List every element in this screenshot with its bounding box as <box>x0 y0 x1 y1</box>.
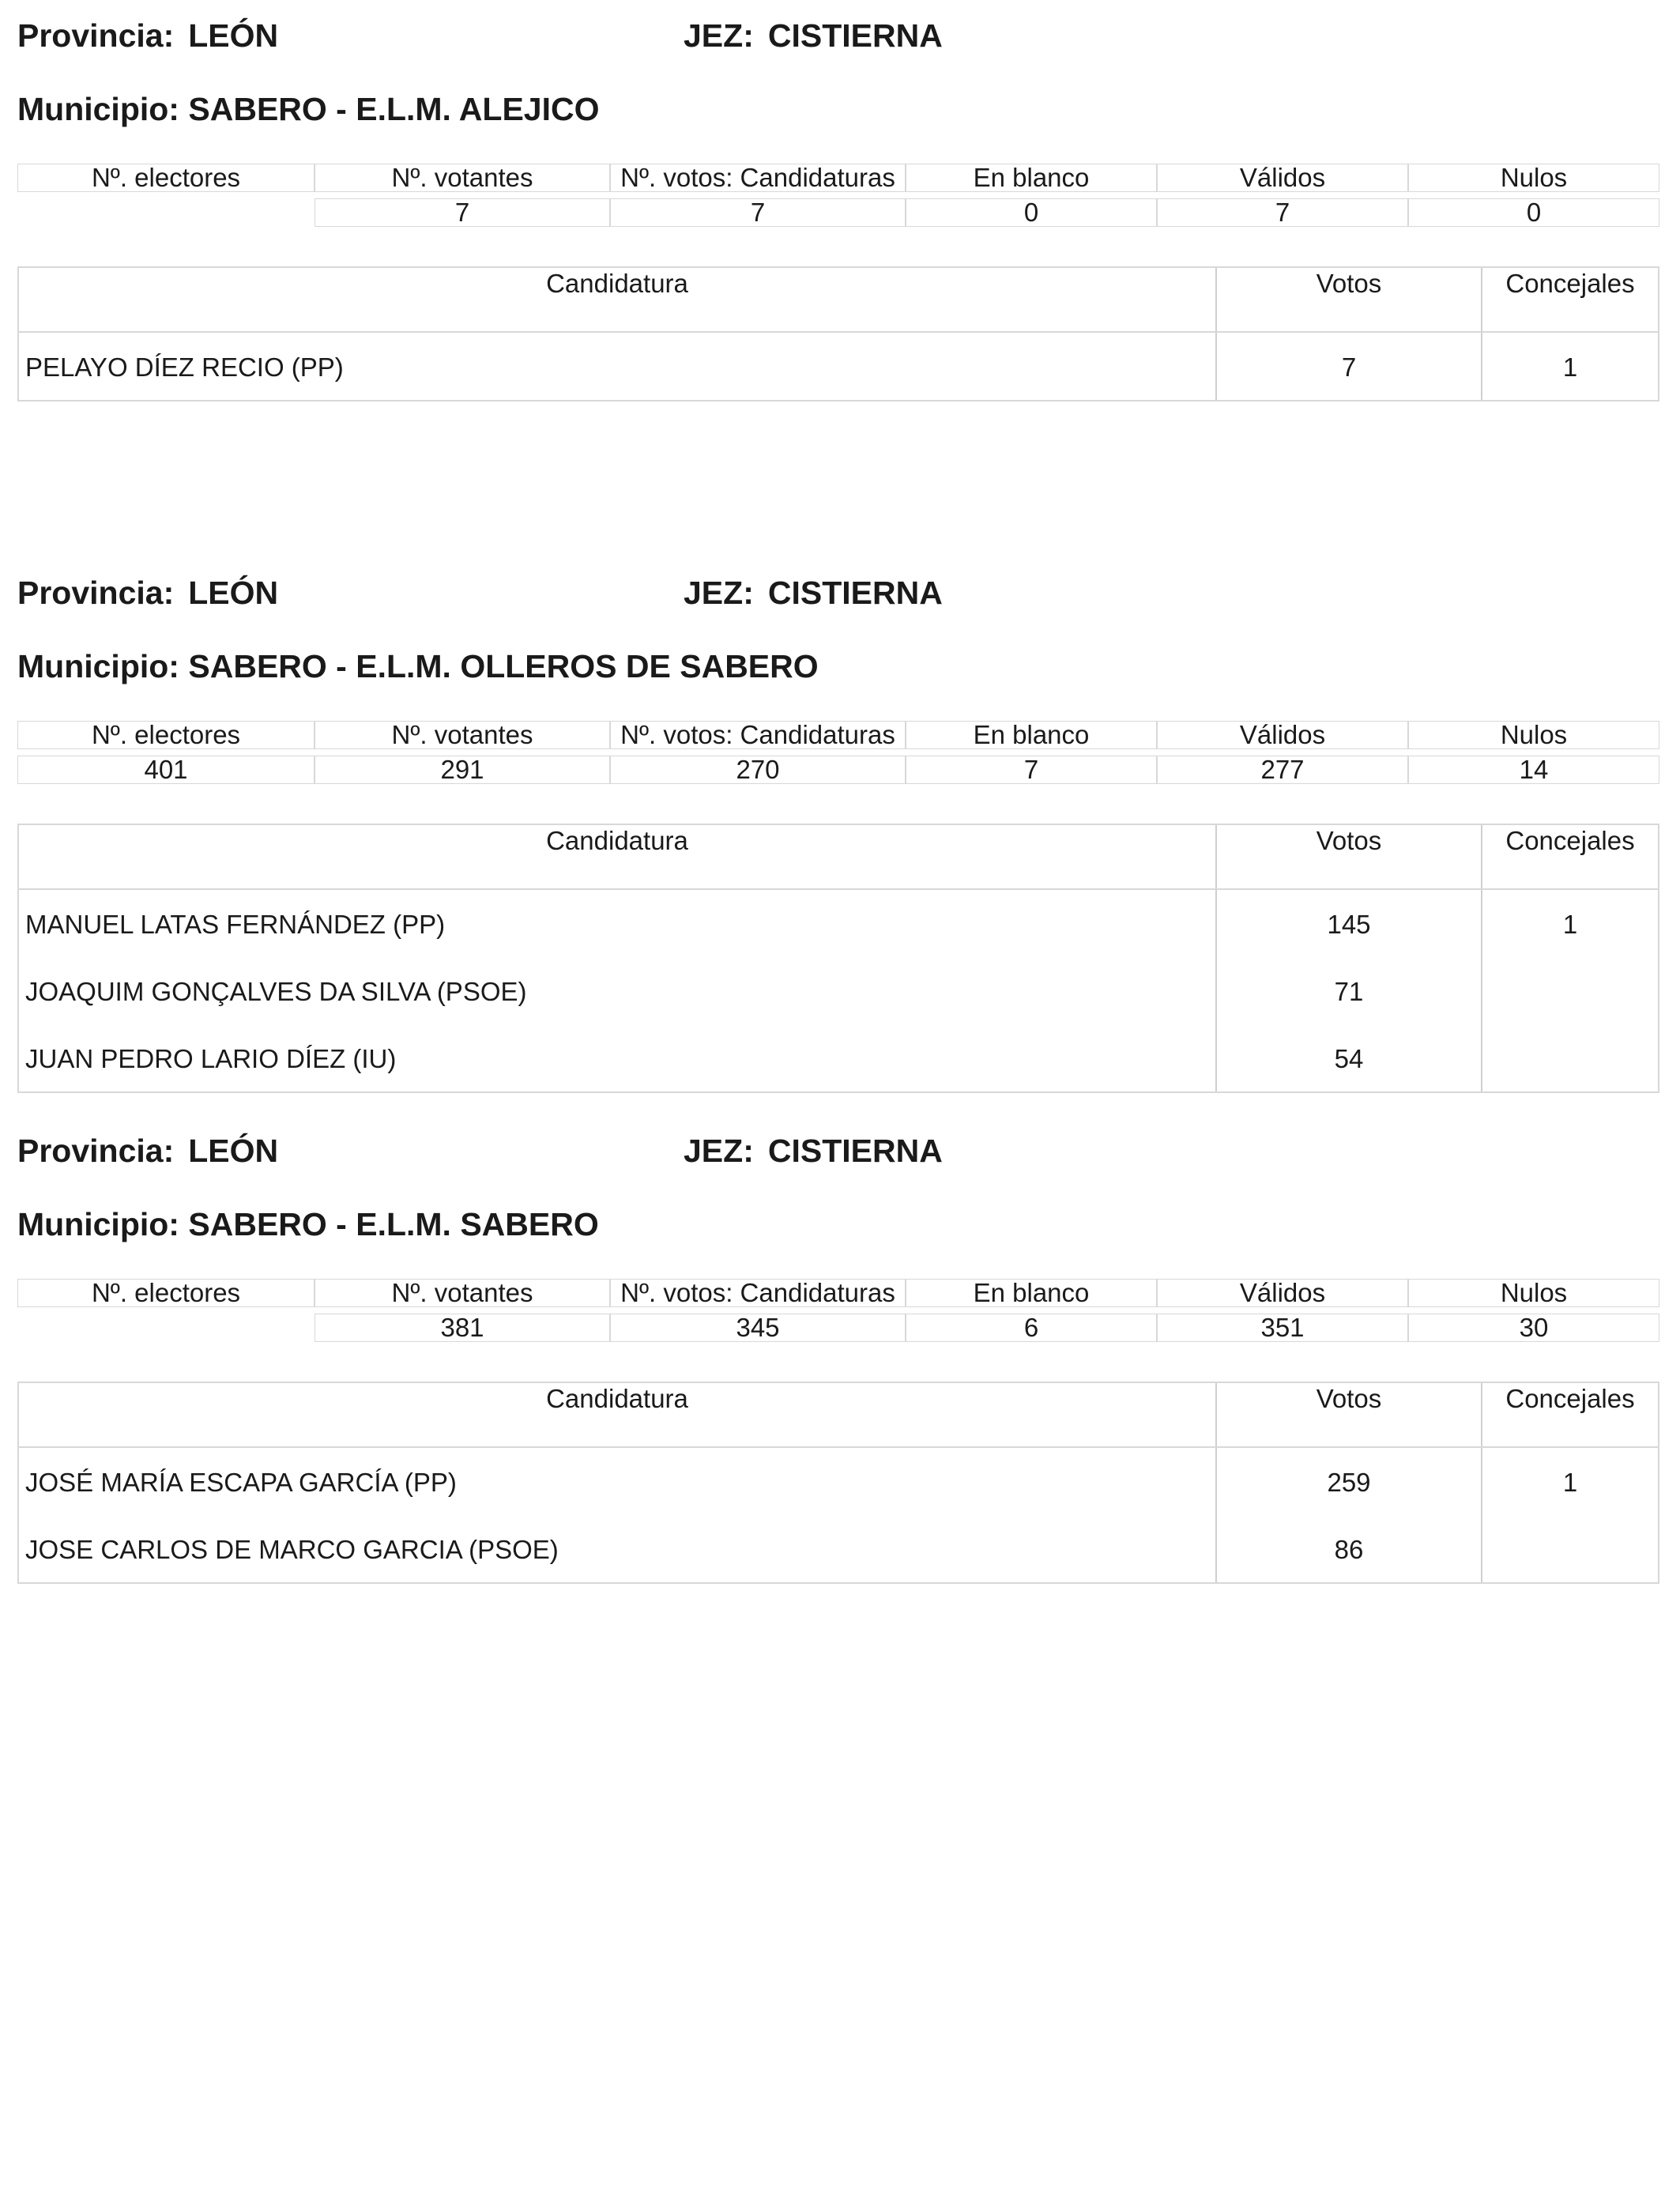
stats-value-votantes: 381 <box>315 1314 610 1342</box>
candidate-votos: 86 <box>1334 1535 1364 1564</box>
header-candidatura: Candidatura <box>546 826 688 855</box>
candidate-votos: 71 <box>1334 977 1364 1006</box>
candidate-name: JOSÉ MARÍA ESCAPA GARCÍA (PP) <box>25 1468 457 1497</box>
table-row <box>19 1024 1658 1091</box>
provincia-line <box>17 16 278 55</box>
municipio-label: Municipio: <box>17 91 179 127</box>
table-row <box>19 957 1658 1024</box>
stats-header-validos: Válidos <box>1157 1279 1408 1307</box>
jez-label: JEZ: <box>684 17 754 54</box>
stats-header-row <box>17 721 1659 749</box>
candidate-name: PELAYO DÍEZ RECIO (PP) <box>25 352 344 382</box>
stats-header-votos-candidaturas: Nº. votos: Candidaturas <box>610 1279 906 1307</box>
municipio-line <box>17 89 1659 129</box>
municipio-value: SABERO - E.L.M. SABERO <box>188 1206 599 1242</box>
table-row <box>19 1448 1658 1515</box>
stats-header-votos-candidaturas: Nº. votos: Candidaturas <box>610 721 906 749</box>
candidates-table <box>17 824 1659 1093</box>
header-votos: Votos <box>1316 1384 1382 1413</box>
stats-value-en-blanco: 6 <box>906 1314 1157 1342</box>
header-candidatura: Candidatura <box>546 1384 688 1413</box>
jez-value: CISTIERNA <box>767 17 943 54</box>
stats-value-validos: 7 <box>1157 198 1408 227</box>
municipio-value: SABERO - E.L.M. OLLEROS DE SABERO <box>188 648 819 684</box>
stats-header-electores: Nº. electores <box>17 721 315 749</box>
stats-header-electores: Nº. electores <box>17 164 315 192</box>
municipio-value: SABERO - E.L.M. ALEJICO <box>188 91 600 127</box>
candidates-header-row <box>19 268 1658 333</box>
candidates-table <box>17 1382 1659 1584</box>
stats-table <box>17 721 1659 786</box>
jez-value: CISTIERNA <box>767 1133 943 1169</box>
stats-value-electores: 401 <box>17 756 315 784</box>
candidate-name: MANUEL LATAS FERNÁNDEZ (PP) <box>25 910 446 939</box>
stats-header-electores: Nº. electores <box>17 1279 315 1307</box>
header-concejales: Concejales <box>1505 269 1635 298</box>
candidate-votos: 54 <box>1334 1044 1364 1073</box>
provincia-value: LEÓN <box>188 1133 279 1169</box>
municipio-label: Municipio: <box>17 1206 179 1242</box>
stats-header-validos: Válidos <box>1157 164 1408 192</box>
jez-line <box>684 1131 943 1171</box>
stats-value-votantes: 291 <box>315 756 610 784</box>
jez-line <box>684 573 943 613</box>
jez-line <box>684 16 943 55</box>
candidates-header-row <box>19 825 1658 890</box>
stats-value-votos-candidaturas: 345 <box>610 1314 906 1342</box>
candidates-body <box>19 1448 1658 1582</box>
provincia-line <box>17 1131 278 1171</box>
candidate-name: JUAN PEDRO LARIO DÍEZ (IU) <box>25 1044 397 1073</box>
stats-table <box>17 164 1659 228</box>
candidate-concejales: 1 <box>1562 352 1578 382</box>
candidates-body <box>19 890 1658 1091</box>
candidate-name: JOAQUIM GONÇALVES DA SILVA (PSOE) <box>25 977 527 1006</box>
table-row <box>19 333 1658 400</box>
stats-value-nulos: 30 <box>1408 1314 1659 1342</box>
stats-header-nulos: Nulos <box>1408 1279 1659 1307</box>
stats-value-en-blanco: 0 <box>906 198 1157 227</box>
stats-value-en-blanco: 7 <box>906 756 1157 784</box>
stats-value-electores <box>17 1314 313 1340</box>
stats-header-en-blanco: En blanco <box>906 164 1157 192</box>
stats-header-row <box>17 164 1659 192</box>
stats-value-row <box>17 756 1659 784</box>
stats-value-votos-candidaturas: 270 <box>610 756 906 784</box>
section-header <box>17 16 1659 55</box>
election-section-olleros <box>17 573 1659 1093</box>
stats-header-validos: Válidos <box>1157 721 1408 749</box>
stats-value-validos: 277 <box>1157 756 1408 784</box>
stats-header-votantes: Nº. votantes <box>315 1279 610 1307</box>
stats-header-row <box>17 1279 1659 1307</box>
provincia-value: LEÓN <box>188 17 279 54</box>
municipio-line <box>17 1204 1659 1244</box>
candidates-body <box>19 333 1658 400</box>
stats-value-nulos: 0 <box>1408 198 1659 227</box>
municipio-line <box>17 647 1659 686</box>
provincia-value: LEÓN <box>188 575 279 611</box>
section-header <box>17 573 1659 613</box>
stats-header-votantes: Nº. votantes <box>315 721 610 749</box>
election-section-sabero <box>17 1131 1659 1584</box>
stats-header-nulos: Nulos <box>1408 164 1659 192</box>
header-candidatura: Candidatura <box>546 269 688 298</box>
stats-value-validos: 351 <box>1157 1314 1408 1342</box>
provincia-label: Provincia: <box>17 575 175 611</box>
election-section-alejico <box>17 16 1659 401</box>
candidate-concejales: 1 <box>1562 910 1578 939</box>
jez-label: JEZ: <box>684 575 754 611</box>
header-votos: Votos <box>1316 269 1382 298</box>
candidate-votos: 259 <box>1327 1468 1371 1497</box>
stats-value-votantes: 7 <box>315 198 610 227</box>
provincia-line <box>17 573 278 613</box>
candidates-header-row <box>19 1383 1658 1448</box>
jez-label: JEZ: <box>684 1133 754 1169</box>
candidates-table <box>17 266 1659 401</box>
header-votos: Votos <box>1316 826 1382 855</box>
stats-header-en-blanco: En blanco <box>906 1279 1157 1307</box>
table-row <box>19 890 1658 957</box>
provincia-label: Provincia: <box>17 1133 175 1169</box>
provincia-label: Provincia: <box>17 17 175 54</box>
stats-table <box>17 1279 1659 1344</box>
candidate-votos: 145 <box>1327 910 1371 939</box>
stats-value-row <box>17 1314 1659 1342</box>
candidate-votos: 7 <box>1341 352 1357 382</box>
stats-value-votos-candidaturas: 7 <box>610 198 906 227</box>
stats-header-votantes: Nº. votantes <box>315 164 610 192</box>
header-concejales: Concejales <box>1505 1384 1635 1413</box>
candidate-concejales: 1 <box>1562 1468 1578 1497</box>
header-concejales: Concejales <box>1505 826 1635 855</box>
table-row <box>19 1515 1658 1582</box>
municipio-label: Municipio: <box>17 648 179 684</box>
stats-header-nulos: Nulos <box>1408 721 1659 749</box>
stats-header-votos-candidaturas: Nº. votos: Candidaturas <box>610 164 906 192</box>
stats-value-electores <box>17 198 313 225</box>
jez-value: CISTIERNA <box>767 575 943 611</box>
section-header <box>17 1131 1659 1171</box>
stats-header-en-blanco: En blanco <box>906 721 1157 749</box>
stats-value-row <box>17 198 1659 227</box>
candidate-name: JOSE CARLOS DE MARCO GARCIA (PSOE) <box>25 1535 559 1564</box>
stats-value-nulos: 14 <box>1408 756 1659 784</box>
